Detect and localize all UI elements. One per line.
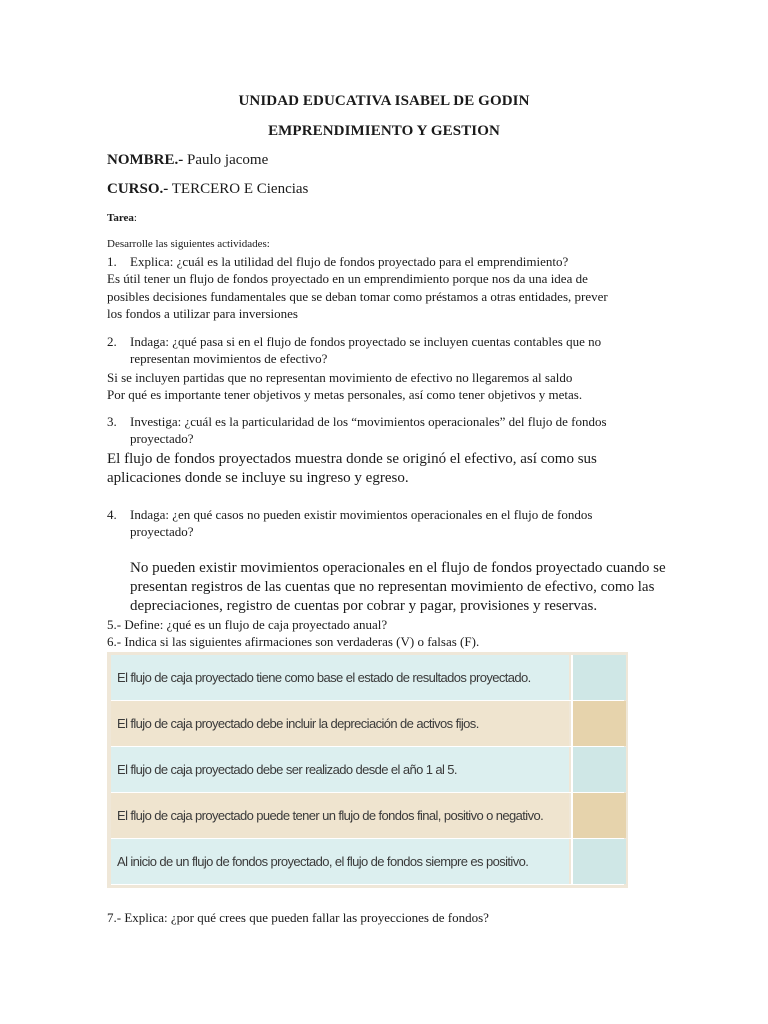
question-text: Investiga: ¿cuál es la particularidad de los “movimientos operacionales” del flujo de fondos — [130, 414, 607, 429]
answer-4-line: No pueden existir movimientos operacionales en el flujo de fondos proyectado cuando se — [130, 560, 666, 576]
table-row — [111, 655, 624, 701]
task-heading: Tarea: — [107, 212, 137, 224]
question-4 — [107, 507, 592, 523]
answer-cell[interactable] — [571, 793, 626, 838]
task-label: Tarea — [107, 212, 134, 224]
answer-2-line: Por qué es importante tener objetivos y metas personales, así como tener objetivos y metas. — [107, 387, 583, 402]
question-number: 4. — [107, 507, 117, 522]
name-label: NOMBRE.- — [107, 152, 184, 168]
answer-3-line: El flujo de fondos proyectados muestra donde se originó el efectivo, así como sus — [107, 451, 597, 467]
answer-cell[interactable] — [571, 839, 626, 884]
true-false-table — [107, 652, 628, 888]
statement-text: Al inicio de un flujo de fondos proyectado, el flujo de fondos siempre es positivo. — [111, 839, 569, 884]
subject-title: EMPRENDIMIENTO Y GESTION — [268, 123, 500, 139]
answer-3-line: aplicaciones donde se incluye su ingreso y egreso. — [107, 470, 409, 486]
question-5: 5.- Define: ¿qué es un flujo de caja proyectado anual? — [107, 617, 388, 632]
question-number: 1. — [107, 254, 117, 269]
question-1 — [107, 254, 568, 270]
school-title: UNIDAD EDUCATIVA ISABEL DE GODIN — [238, 93, 530, 109]
question-3-cont: proyectado? — [130, 431, 194, 446]
table-row — [111, 793, 624, 839]
question-text: Explica: ¿cuál es la utilidad del flujo de fondos proyectado para el emprendimiento? — [130, 254, 569, 269]
question-number: 3. — [107, 414, 117, 429]
statement-text: El flujo de caja proyectado debe incluir la depreciación de activos fijos. — [111, 701, 569, 746]
question-2 — [107, 334, 601, 350]
table-row — [111, 747, 624, 793]
course-label: CURSO.- — [107, 181, 169, 197]
statement-text: El flujo de caja proyectado tiene como base el estado de resultados proyectado. — [111, 655, 569, 700]
course-value: TERCERO E Ciencias — [168, 181, 309, 197]
answer-1-line: Es útil tener un flujo de fondos proyectado en un emprendimiento porque nos da una idea de — [107, 271, 588, 286]
answer-cell[interactable] — [571, 747, 626, 792]
answer-cell[interactable] — [571, 701, 626, 746]
question-7: 7.- Explica: ¿por qué crees que pueden fallar las proyecciones de fondos? — [107, 910, 489, 925]
question-number: 2. — [107, 334, 117, 349]
answer-cell[interactable] — [571, 655, 626, 700]
question-2-cont: representan movimientos de efectivo? — [130, 351, 328, 366]
question-3 — [107, 414, 607, 430]
question-6: 6.- Indica si las siguientes afirmaciones son verdaderas (V) o falsas (F). — [107, 634, 480, 649]
answer-1-line: posibles decisiones fundamentales que se deban tomar como préstamos a otras entidades, prever — [107, 289, 608, 304]
answer-2-line: Si se incluyen partidas que no representan movimiento de efectivo no llegaremos al saldo — [107, 370, 573, 385]
answer-1-line: los fondos a utilizar para inversiones — [107, 306, 298, 321]
question-text: Indaga: ¿en qué casos no pueden existir movimientos operacionales en el flujo de fondos — [130, 507, 593, 522]
table-row — [111, 701, 624, 747]
name-value: Paulo jacome — [183, 152, 269, 168]
student-name-line — [107, 152, 268, 168]
question-text: Indaga: ¿qué pasa si en el flujo de fondos proyectado se incluyen cuentas contables que no — [130, 334, 602, 349]
statement-text: El flujo de caja proyectado puede tener un flujo de fondos final, positivo o negativo. — [111, 793, 569, 838]
task-intro: Desarrolle las siguientes actividades: — [107, 238, 270, 250]
question-4-cont: proyectado? — [130, 524, 194, 539]
answer-4-line: depreciaciones, registro de cuentas por cobrar y pagar, provisiones y reservas. — [130, 598, 598, 614]
statement-text: El flujo de caja proyectado debe ser realizado desde el año 1 al 5. — [111, 747, 569, 792]
table-row — [111, 839, 624, 885]
course-line — [107, 181, 308, 197]
answer-4-line: presentan registros de las cuentas que no representan movimiento de efectivo, como las — [130, 579, 655, 595]
